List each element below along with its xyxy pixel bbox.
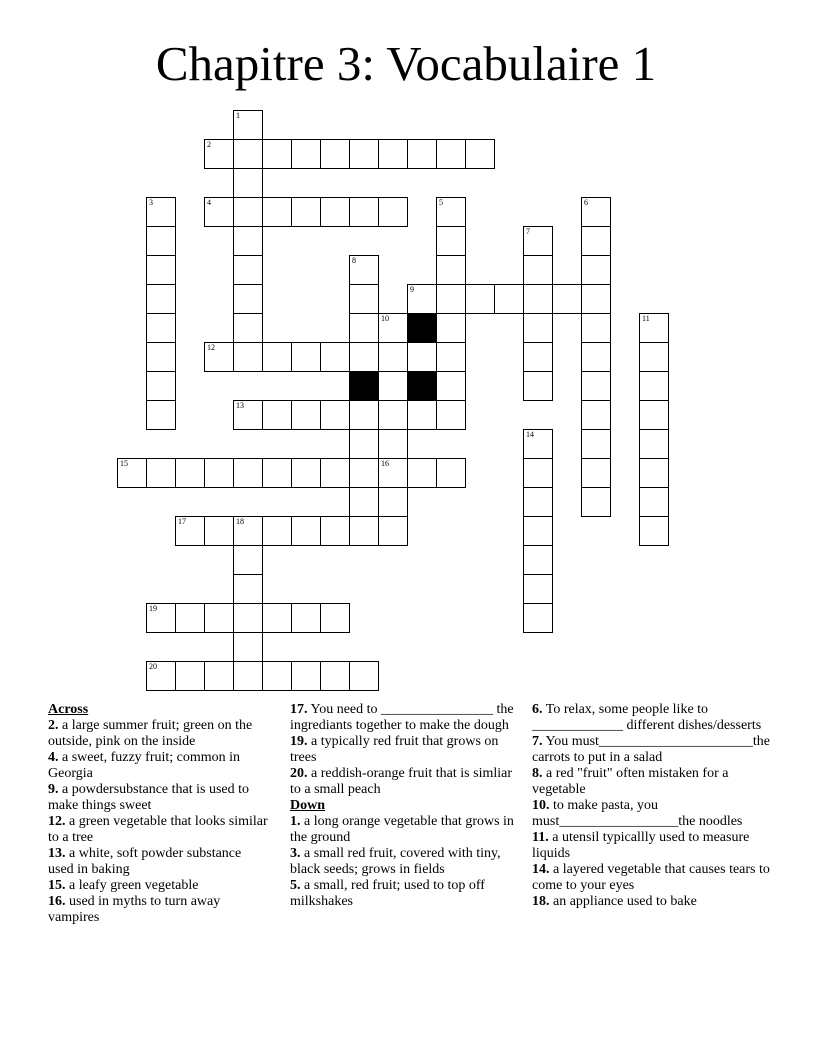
clue-item [532, 894, 772, 910]
crossword-cell[interactable] [146, 255, 176, 285]
clue-item-text: an appliance used to bake [549, 894, 697, 909]
clue-item [290, 846, 526, 878]
crossword-cell[interactable] [233, 110, 263, 140]
crossword-cell[interactable] [233, 545, 263, 575]
crossword-cell[interactable] [175, 458, 205, 488]
clue-item-text: a layered vegetable that causes tears to come to your eyes [532, 862, 774, 893]
crossword-cell[interactable] [175, 603, 205, 633]
crossword-cell[interactable] [204, 661, 234, 691]
down-heading: Down [290, 798, 326, 813]
crossword-cell[interactable] [523, 342, 553, 372]
crossword-cell[interactable] [233, 342, 263, 372]
clue-number: 4 [207, 198, 211, 207]
crossword-cell[interactable] [465, 284, 495, 314]
crossword-cell[interactable] [291, 139, 321, 169]
crossword-cell[interactable] [233, 255, 263, 285]
crossword-cell[interactable] [349, 139, 379, 169]
clue-item-text: To relax, some people like to _____________ different dishes/desserts [532, 702, 762, 733]
crossword-cell[interactable] [349, 342, 379, 372]
crossword-cell[interactable] [233, 168, 263, 198]
crossword-cell[interactable] [233, 603, 263, 633]
crossword-cell[interactable] [349, 255, 379, 285]
crossword-cell[interactable] [378, 458, 408, 488]
crossword-cell[interactable] [581, 313, 611, 343]
crossword-cell[interactable] [204, 516, 234, 546]
crossword-cell[interactable] [233, 458, 263, 488]
crossword-cell[interactable] [349, 313, 379, 343]
crossword-cell[interactable] [320, 516, 350, 546]
clue-item-text: a white, soft powder substance used in baking [48, 846, 245, 877]
crossword-cell[interactable] [349, 429, 379, 459]
crossword-cell[interactable] [523, 603, 553, 633]
crossword-cell[interactable] [436, 284, 466, 314]
crossword-cell[interactable] [523, 313, 553, 343]
crossword-cell[interactable] [349, 458, 379, 488]
clue-number: 19 [149, 604, 157, 613]
crossword-cell[interactable] [523, 429, 553, 459]
crossword-cell[interactable] [436, 139, 466, 169]
crossword-cell[interactable] [320, 458, 350, 488]
crossword-cell[interactable] [204, 603, 234, 633]
crossword-cell[interactable] [146, 661, 176, 691]
clue-item-number: 7. [532, 734, 543, 749]
clue-item-text: a utensil typicallly used to measure liquids [532, 830, 753, 861]
crossword-cell[interactable] [465, 139, 495, 169]
crossword-cell[interactable] [639, 487, 669, 517]
crossword-cell[interactable] [233, 632, 263, 662]
crossword-cell[interactable] [407, 139, 437, 169]
clue-number: 9 [410, 285, 414, 294]
crossword-cell[interactable] [407, 342, 437, 372]
clue-number: 12 [207, 343, 215, 352]
clue-number: 6 [584, 198, 588, 207]
clue-item [290, 766, 526, 798]
crossword-cell[interactable] [233, 400, 263, 430]
crossword-cell[interactable] [262, 516, 292, 546]
crossword-cell[interactable] [523, 458, 553, 488]
clue-number: 16 [381, 459, 389, 468]
crossword-cell[interactable] [378, 429, 408, 459]
clue-number: 8 [352, 256, 356, 265]
crossword-cell[interactable] [436, 400, 466, 430]
crossword-cell[interactable] [523, 226, 553, 256]
crossword-cell[interactable] [581, 400, 611, 430]
crossword-cell[interactable] [581, 458, 611, 488]
clue-item [48, 846, 270, 878]
crossword-cell[interactable] [581, 284, 611, 314]
clue-item-text: a typically red fruit that grows on trees [290, 734, 502, 765]
crossword-cell[interactable] [262, 603, 292, 633]
clue-item-text: a long orange vegetable that grows in the ground [290, 814, 518, 845]
clue-item [532, 830, 772, 862]
crossword-cell[interactable] [117, 458, 147, 488]
crossword-cell[interactable] [233, 574, 263, 604]
crossword-cell[interactable] [378, 197, 408, 227]
crossword-cell[interactable] [320, 197, 350, 227]
crossword-cell[interactable] [233, 284, 263, 314]
clue-item-text: You must______________________the carrots to put in a salad [532, 734, 774, 765]
crossword-cell[interactable] [291, 661, 321, 691]
crossword-cell[interactable] [320, 661, 350, 691]
clue-item-text: a leafy green vegetable [65, 878, 199, 893]
crossword-cell[interactable] [262, 139, 292, 169]
crossword-cell[interactable] [262, 400, 292, 430]
crossword-cell[interactable] [436, 371, 466, 401]
across-clue-list [48, 718, 270, 926]
crossword-cell[interactable] [204, 458, 234, 488]
crossword-cell[interactable] [523, 545, 553, 575]
clue-number: 17 [178, 517, 186, 526]
blocked-cell [407, 371, 437, 401]
crossword-cell[interactable] [349, 400, 379, 430]
clues-column-2 [290, 702, 526, 910]
clue-item-number: 8. [532, 766, 543, 781]
clue-item [532, 798, 772, 830]
clue-number: 7 [526, 227, 530, 236]
crossword-cell[interactable] [204, 139, 234, 169]
crossword-cell[interactable] [639, 371, 669, 401]
clue-item-text: a red "fruit" often mistaken for a vegetable [532, 766, 732, 797]
crossword-cell[interactable] [146, 197, 176, 227]
crossword-cell[interactable] [291, 197, 321, 227]
crossword-cell[interactable] [233, 313, 263, 343]
crossword-cell[interactable] [233, 226, 263, 256]
page-title: Chapitre 3: Vocabulaire 1 [155, 36, 657, 91]
crossword-cell[interactable] [523, 487, 553, 517]
crossword-cell[interactable] [349, 516, 379, 546]
crossword-cell[interactable] [146, 400, 176, 430]
crossword-cell[interactable] [552, 284, 582, 314]
crossword-cell[interactable] [349, 197, 379, 227]
crossword-cell[interactable] [204, 197, 234, 227]
crossword-cell[interactable] [233, 516, 263, 546]
clue-item-text: used in myths to turn away vampires [48, 894, 224, 925]
crossword-cell[interactable] [233, 139, 263, 169]
clue-item-number: 5. [290, 878, 301, 893]
crossword-cell[interactable] [523, 284, 553, 314]
crossword-cell[interactable] [291, 458, 321, 488]
clue-number: 14 [526, 430, 534, 439]
crossword-cell[interactable] [291, 516, 321, 546]
clue-item-text: a small red fruit, covered with tiny, black seeds; grows in fields [290, 846, 505, 877]
crossword-cell[interactable] [320, 139, 350, 169]
crossword-cell[interactable] [639, 400, 669, 430]
crossword-cell[interactable] [175, 516, 205, 546]
down-clue-list [290, 814, 526, 910]
clue-item-number: 11. [532, 830, 549, 845]
crossword-cell[interactable] [436, 342, 466, 372]
blocked-cell [407, 313, 437, 343]
across-clue-list-continued [290, 702, 526, 798]
clue-number: 15 [120, 459, 128, 468]
clue-item-number: 4. [48, 750, 59, 765]
clue-item-number: 2. [48, 718, 59, 733]
clue-number: 1 [236, 111, 240, 120]
clue-item [532, 734, 772, 766]
crossword-cell[interactable] [436, 255, 466, 285]
crossword-cell[interactable] [291, 342, 321, 372]
crossword-cell[interactable] [233, 197, 263, 227]
crossword-cell[interactable] [320, 400, 350, 430]
crossword-cell[interactable] [262, 342, 292, 372]
clue-item-number: 3. [290, 846, 301, 861]
crossword-cell[interactable] [407, 400, 437, 430]
clue-number: 18 [236, 517, 244, 526]
crossword-cell[interactable] [146, 342, 176, 372]
clue-item [290, 734, 526, 766]
clue-number: 2 [207, 140, 211, 149]
crossword-cell[interactable] [146, 226, 176, 256]
clue-item-number: 15. [48, 878, 66, 893]
down-clue-list-continued [532, 702, 772, 910]
crossword-cell[interactable] [436, 197, 466, 227]
clue-item-text: to make pasta, you must_________________the noodles [532, 798, 743, 829]
crossword-cell[interactable] [378, 371, 408, 401]
crossword-cell[interactable] [581, 487, 611, 517]
crossword-cell[interactable] [262, 458, 292, 488]
clues-column-1 [48, 702, 270, 926]
crossword-cell[interactable] [436, 226, 466, 256]
crossword-cell[interactable] [581, 342, 611, 372]
crossword-cell[interactable] [349, 284, 379, 314]
crossword-cell[interactable] [146, 371, 176, 401]
crossword-cell[interactable] [523, 255, 553, 285]
crossword-cell[interactable] [262, 661, 292, 691]
clue-item-number: 12. [48, 814, 66, 829]
crossword-cell[interactable] [146, 603, 176, 633]
crossword-cell[interactable] [581, 255, 611, 285]
clue-item [48, 894, 270, 926]
clue-item-number: 1. [290, 814, 301, 829]
crossword-cell[interactable] [407, 458, 437, 488]
crossword-cell[interactable] [146, 313, 176, 343]
crossword-cell[interactable] [349, 661, 379, 691]
clue-item-number: 14. [532, 862, 550, 877]
clue-number: 3 [149, 198, 153, 207]
clue-item-number: 16. [48, 894, 66, 909]
clue-item-number: 9. [48, 782, 59, 797]
crossword-cell[interactable] [233, 661, 263, 691]
clue-item [48, 782, 270, 814]
clue-number: 5 [439, 198, 443, 207]
clue-item [48, 814, 270, 846]
clue-item [290, 702, 526, 734]
crossword-cell[interactable] [175, 661, 205, 691]
clue-item-text: a reddish-orange fruit that is simliar to a small peach [290, 766, 516, 797]
crossword-cell[interactable] [378, 400, 408, 430]
crossword-cell[interactable] [639, 342, 669, 372]
crossword-cell[interactable] [436, 313, 466, 343]
crossword-cell[interactable] [639, 458, 669, 488]
clue-item-number: 17. [290, 702, 308, 717]
clue-number: 11 [642, 314, 650, 323]
clue-item-number: 13. [48, 846, 66, 861]
clue-item-text: a green vegetable that looks similar to a tree [48, 814, 272, 845]
crossword-cell[interactable] [523, 516, 553, 546]
clue-item-number: 6. [532, 702, 543, 717]
clue-item [290, 878, 526, 910]
crossword-cell[interactable] [320, 342, 350, 372]
crossword-cell[interactable] [320, 603, 350, 633]
crossword-cell[interactable] [378, 487, 408, 517]
clue-item-text: You need to ________________ the ingrediants together to make the dough [290, 702, 518, 733]
clue-number: 20 [149, 662, 157, 671]
crossword-cell[interactable] [581, 371, 611, 401]
clue-item [48, 878, 270, 894]
blocked-cell [349, 371, 379, 401]
crossword-cell[interactable] [291, 603, 321, 633]
crossword-cell[interactable] [639, 313, 669, 343]
crossword-cell[interactable] [262, 197, 292, 227]
clue-number: 13 [236, 401, 244, 410]
across-heading: Across [48, 702, 89, 717]
clue-item [48, 750, 270, 782]
crossword-cell[interactable] [639, 516, 669, 546]
crossword-cell[interactable] [378, 342, 408, 372]
crossword-cell[interactable] [436, 458, 466, 488]
clue-item-number: 19. [290, 734, 308, 749]
clue-item-number: 18. [532, 894, 550, 909]
clue-item [532, 702, 772, 734]
clue-item-number: 10. [532, 798, 550, 813]
crossword-cell[interactable] [581, 429, 611, 459]
clue-item-text: a powdersubstance that is used to make things sweet [48, 782, 253, 813]
clue-item-text: a sweet, fuzzy fruit; common in Georgia [48, 750, 244, 781]
clue-number: 10 [381, 314, 389, 323]
crossword-cell[interactable] [523, 371, 553, 401]
crossword-cell[interactable] [291, 400, 321, 430]
crossword-cell[interactable] [378, 139, 408, 169]
crossword-cell[interactable] [581, 226, 611, 256]
clues-column-3 [532, 702, 772, 910]
crossword-cell[interactable] [494, 284, 524, 314]
crossword-cell[interactable] [378, 313, 408, 343]
clue-item-text: a large summer fruit; green on the outside, pink on the inside [48, 718, 256, 749]
crossword-cell[interactable] [378, 516, 408, 546]
crossword-cell[interactable] [204, 342, 234, 372]
crossword-cell[interactable] [523, 574, 553, 604]
clue-item [532, 766, 772, 798]
crossword-cell[interactable] [407, 284, 437, 314]
clue-item [532, 862, 772, 894]
crossword-cell[interactable] [581, 197, 611, 227]
crossword-cell[interactable] [146, 284, 176, 314]
crossword-cell[interactable] [639, 429, 669, 459]
clue-item [48, 718, 270, 750]
crossword-cell[interactable] [146, 458, 176, 488]
crossword-cell[interactable] [349, 487, 379, 517]
clue-item-number: 20. [290, 766, 308, 781]
clue-item [290, 814, 526, 846]
clue-item-text: a small, red fruit; used to top off milkshakes [290, 878, 489, 909]
